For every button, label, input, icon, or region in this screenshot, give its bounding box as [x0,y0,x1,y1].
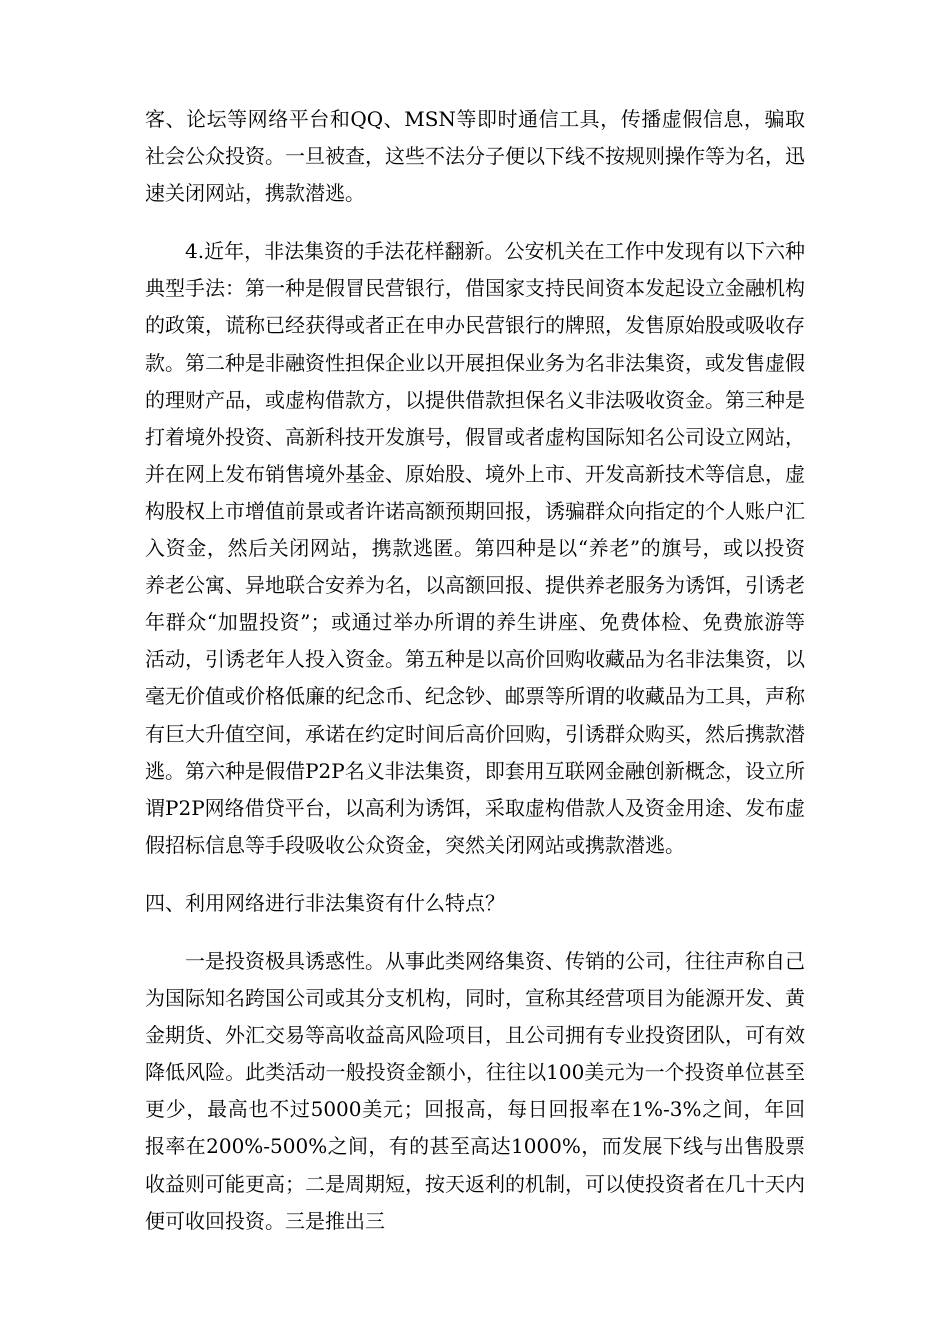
paragraph-characteristics: 一是投资极具诱惑性。从事此类网络集资、传销的公司，往往声称自己为国际知名跨国公司或其分支机构，同时，宣称其经营项目为能源开发、黄金期货、外汇交易等高收益高风险项目，且公司拥有专业投资团队，可有效降低风险。此类活动一般投资金额小，往往以100美元为一个投资单位甚至更少，最高也不过5000美元；回报高，每日回报率在1%-3%之间，年回报率在200%-500%之间，有的甚至高达1000%，而发展下线与出售股票收益则可能更高；二是周期短，按天返利的机制，可以使投资者在几十天内便可收回投资。三是推出三 [145,948,805,1233]
document-page [145,101,805,1261]
paragraph-methods: 4.近年，非法集资的手法花样翻新。公安机关在工作中发现有以下六种典型手法：第一种是假冒民营银行，借国家支持民间资本发起设立金融机构的政策，谎称已经获得或者正在申办民营银行的牌照，发售原始股或吸收存款。第二种是非融资性担保企业以开展担保业务为名非法集资，或发售虚假的理财产品，或虚构借款方，以提供借款担保名义非法吸收资金。第三种是打着境外投资、高新科技开发旗号，假冒或者虚构国际知名公司设立网站，并在网上发布销售境外基金、原始股、境外上市、开发高新技术等信息，虚构股权上市增值前景或者许诺高额预期回报，诱骗群众向指定的个人账户汇入资金，然后关闭网站，携款逃匿。第四种是以“养老”的旗号，或以投资养老公寓、异地联合安养为名，以高额回报、提供养老服务为诱饵，引诱老年群众“加盟投资”；或通过举办所谓的养生讲座、免费体检、免费旅游等活动，引诱老年人投入资金。第五种是以高价回购收藏品为名非法集资，以毫无价值或价格低廉的纪念币、纪念钞、邮票等所谓的收藏品为工具，声称有巨大升值空间，承诺在约定时间后高价回购，引诱群众购买，然后携款潜逃。第六种是假借P2P名义非法集资，即套用互联网金融创新概念，设立所谓P2P网络借贷平台，以高利为诱饵，采取虚构借款人及资金用途、发布虚假招标信息等手段吸收公众资金，突然关闭网站或携款潜逃。 [145,239,805,857]
section-heading: 四、利用网络进行非法集资有什么特点？ [145,890,505,915]
paragraph-intro: 客、论坛等网络平台和QQ、MSN等即时通信工具，传播虚假信息，骗取社会公众投资。一旦被查，这些不法分子便以下线不按规则操作等为名，迅速关闭网站，携款潜逃。 [145,107,805,206]
